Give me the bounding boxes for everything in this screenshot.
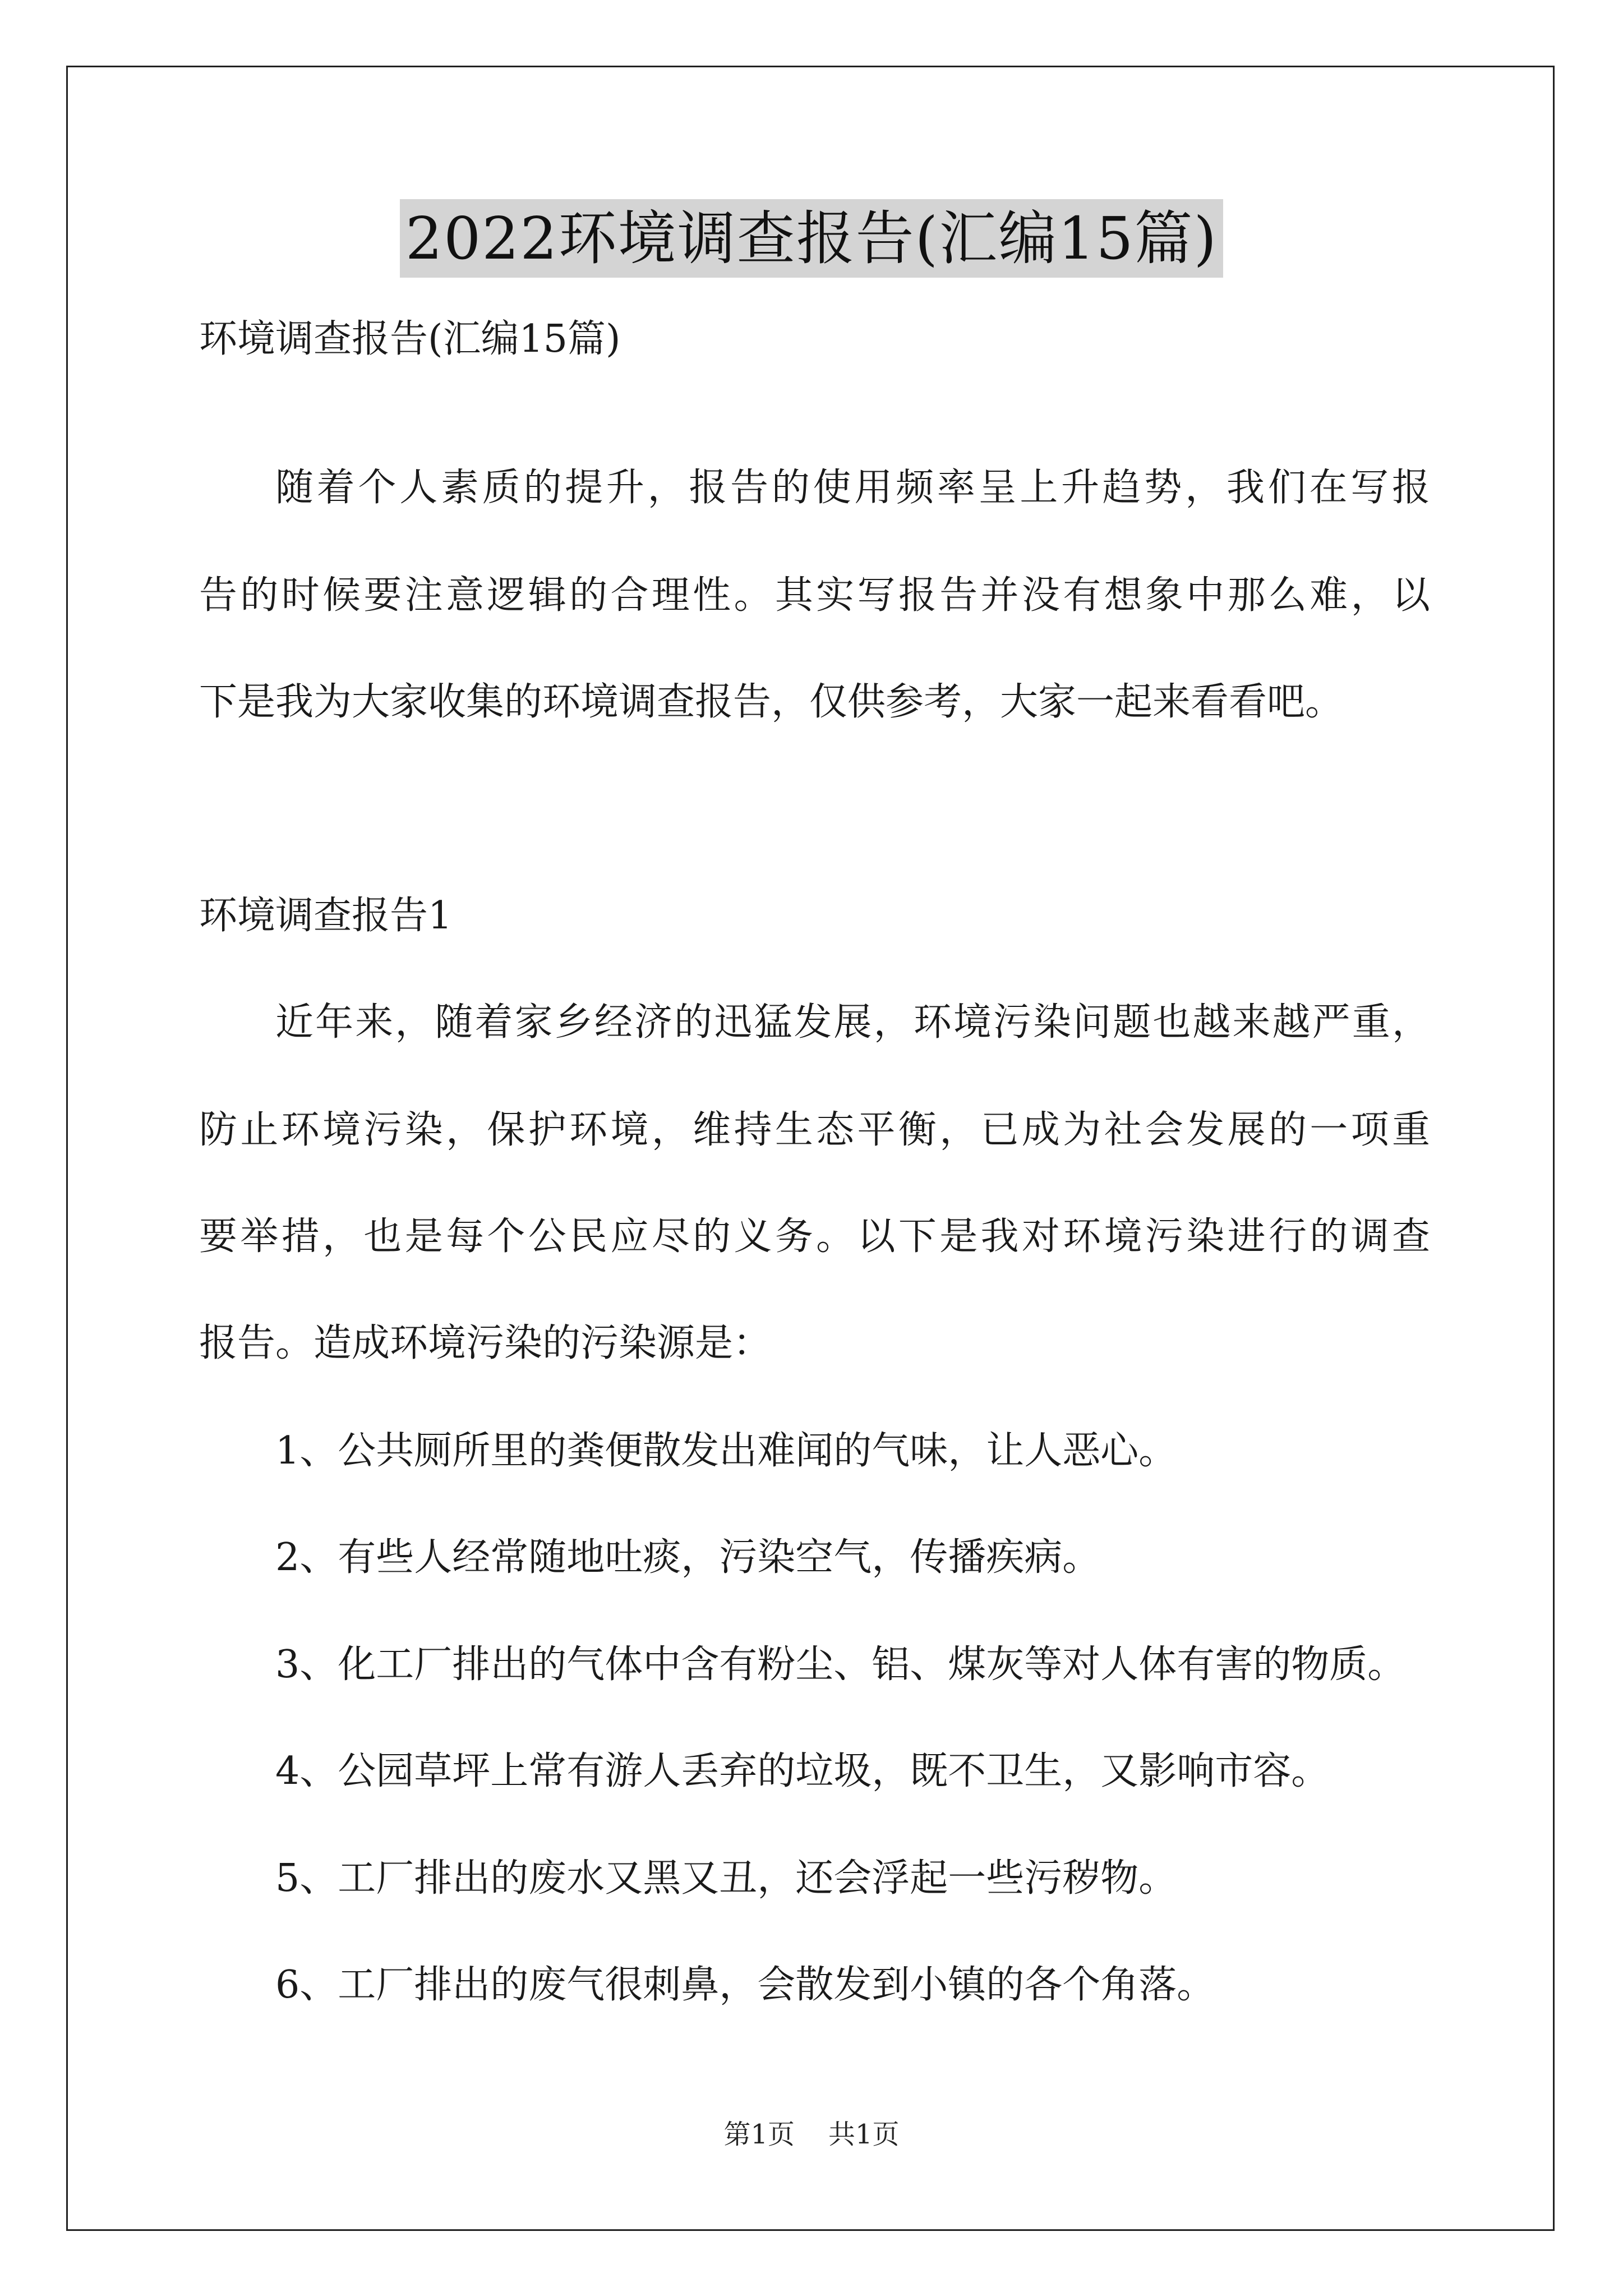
- page-number: 第1页: [723, 2119, 795, 2150]
- intro-line-3: 下是我为大家收集的环境调查报告，仅供参考，大家一起来看看吧。: [199, 680, 1344, 724]
- section-heading: 环境调查报告1: [199, 894, 453, 938]
- list-item: 3、化工厂排出的气体中含有粉尘、铝、煤灰等对人体有害的物质。: [275, 1642, 1406, 1687]
- section-line-3: 要举措，也是每个公民应尽的义务。以下是我对环境污染进行的调查: [199, 1214, 1430, 1259]
- document-title: 2022环境调查报告(汇编15篇): [400, 199, 1223, 278]
- section-line-2: 防止环境污染，保护环境，维持生态平衡，已成为社会发展的一项重: [199, 1108, 1430, 1152]
- page-footer: [0, 2116, 1623, 2152]
- intro-line-1: 随着个人素质的提升，报告的使用频率呈上升趋势，我们在写报: [275, 466, 1430, 510]
- list-item: 4、公园草坪上常有游人丢弃的垃圾，既不卫生，又影响市容。: [275, 1749, 1330, 1793]
- list-item: 5、工厂排出的废水又黑又丑，还会浮起一些污秽物。: [275, 1856, 1177, 1901]
- intro-line-2: 告的时候要注意逻辑的合理性。其实写报告并没有想象中那么难，以: [199, 573, 1430, 618]
- list-item: 2、有些人经常随地吐痰，污染空气，传播疾病。: [275, 1535, 1101, 1580]
- page-total: 共1页: [828, 2119, 900, 2150]
- title-container: [0, 199, 1623, 278]
- list-item: 1、公共厕所里的粪便散发出难闻的气味，让人恶心。: [275, 1429, 1177, 1473]
- section-line-4: 报告。造成环境污染的污染源是：: [199, 1321, 772, 1365]
- document-subtitle: 环境调查报告(汇编15篇): [199, 317, 621, 361]
- section-line-1: 近年来，随着家乡经济的迅猛发展，环境污染问题也越来越严重，: [275, 1000, 1430, 1045]
- list-item: 6、工厂排出的废气很刺鼻，会散发到小镇的各个角落。: [275, 1963, 1215, 2007]
